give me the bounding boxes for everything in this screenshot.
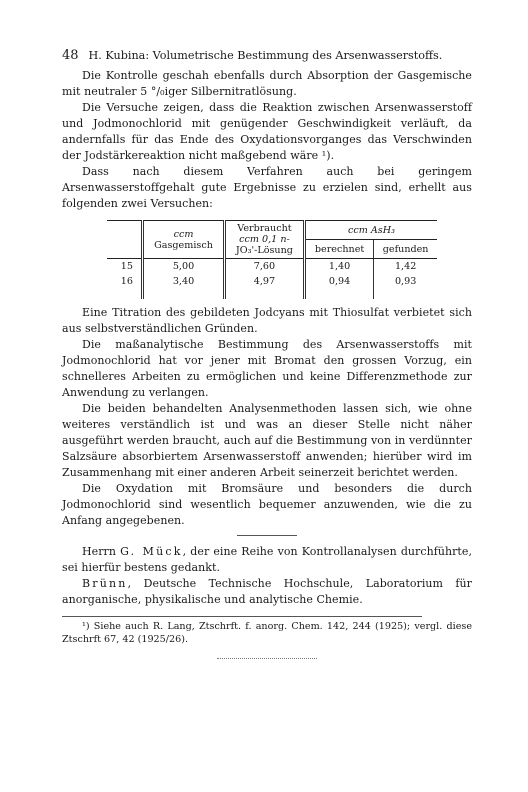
affiliation — [62, 576, 472, 608]
page — [62, 48, 472, 659]
section-divider — [237, 535, 297, 536]
body-text — [62, 68, 472, 659]
running-header — [62, 48, 472, 68]
cell-nr: 16 — [120, 276, 133, 287]
table-row — [107, 259, 437, 275]
header-verbraucht-unit: ccm 0,1 n- — [239, 234, 290, 245]
page-number: 48 — [62, 48, 79, 63]
cell-gefunden: 0,93 — [374, 274, 437, 299]
paragraph: Die maßanalytische Bestimmung des Arsenwasserstoffs mit Jodmonochlorid hat vor jener mit Bromat den grossen Vorzug, ein schnelleres Arbeiten zu ermöglichen und keine Differenzmethode zur Anwendung zu verlangen. — [62, 338, 472, 399]
results-table-wrap — [62, 220, 472, 299]
results-table — [107, 220, 437, 299]
end-rule — [217, 658, 317, 659]
running-title: H. Kubina: Volumetrische Bestimmung des Arsenwasserstoffs. — [88, 49, 443, 62]
footnote: ¹) Siehe auch R. Lang, Ztschrft. f. anorg. Chem. 142, 244 (1925); vergl. diese Ztschrft 67, 42 (1925/26). — [62, 621, 472, 645]
ack-name: G. Mück — [120, 545, 183, 558]
cell-verbraucht: 4,97 — [225, 274, 305, 299]
header-gas-label: Gasgemisch — [154, 239, 213, 251]
header-verbraucht-label: Verbraucht — [237, 223, 292, 234]
paragraph: Die Kontrolle geschah ebenfalls durch Absorption der Gasgemische mit neutraler 5 °/₀iger Silbernitratlösung. — [62, 69, 472, 98]
table-row — [107, 274, 437, 299]
ack-prefix: Herrn — [82, 545, 121, 558]
table-header-gefunden: gefunden — [374, 240, 437, 259]
ack-rest: , der eine Reihe von Kontrollanalysen durchführte, sei hierfür bestens gedankt. — [62, 545, 472, 574]
paragraph: Die beiden behandelten Analysenmethoden lassen sich, wie ohne weiteres verständlich ist und was an dieser Stelle nicht näher ausgeführt werden braucht, auch auf die Bestimmung von in verdünnter Salzsäure absorbiertem Arsenwasserstoff anwenden; hierüber wird im Zusammenhang mit einer anderen Arbeit seinerzeit berichtet werden. — [62, 402, 472, 479]
cell-gas: 3,40 — [143, 274, 225, 299]
paragraph: Dass nach diesem Verfahren auch bei geringem Arsenwasserstoffgehalt gute Ergebnisse zu erzielen sind, erhellt aus folgenden zwei Versuchen: — [62, 165, 472, 210]
acknowledgement — [62, 544, 472, 576]
header-ash3-label: ccm AsH₃ — [347, 224, 395, 236]
table-header-berechnet: berechnet — [304, 240, 373, 259]
paragraph: Die Oxydation mit Bromsäure und besonders die durch Jodmonochlorid sind wesentlich bequemer anzuwenden, wie die zu Anfang angegebenen. — [62, 482, 472, 527]
header-gas-unit: ccm — [173, 228, 194, 240]
cell-gas: 5,00 — [143, 259, 225, 275]
paragraph: Die Versuche zeigen, dass die Reaktion zwischen Arsenwasserstoff und Jodmonochlorid mit genügender Geschwindigkeit verläuft, da andernfalls für das Ende des Oxydationsvorganges das Verschwinden der Jodstärkereaktion nicht maßgebend wäre ¹). — [62, 101, 472, 162]
cell-verbraucht: 7,60 — [225, 259, 305, 275]
affiliation-city: Brünn — [82, 577, 128, 590]
table-header-ash3 — [304, 221, 437, 240]
table-header-gas — [143, 221, 225, 259]
cell-berechnet: 1,40 — [304, 259, 373, 275]
affiliation-rest: , Deutsche Technische Hochschule, Laboratorium für anorganische, physikalische und analytische Chemie. — [62, 577, 472, 606]
footnote-divider — [62, 616, 422, 617]
cell-gefunden: 1,42 — [374, 259, 437, 275]
header-verbraucht-solution: JO₃'-Lösung — [235, 245, 293, 256]
cell-nr: 15 — [120, 261, 133, 272]
cell-berechnet: 0,94 — [304, 274, 373, 299]
table-header-verbraucht — [225, 221, 305, 259]
table-header-nr — [107, 221, 143, 259]
paragraph: Eine Titration des gebildeten Jodcyans mit Thiosulfat verbietet sich aus selbstverständlichen Gründen. — [62, 306, 472, 335]
